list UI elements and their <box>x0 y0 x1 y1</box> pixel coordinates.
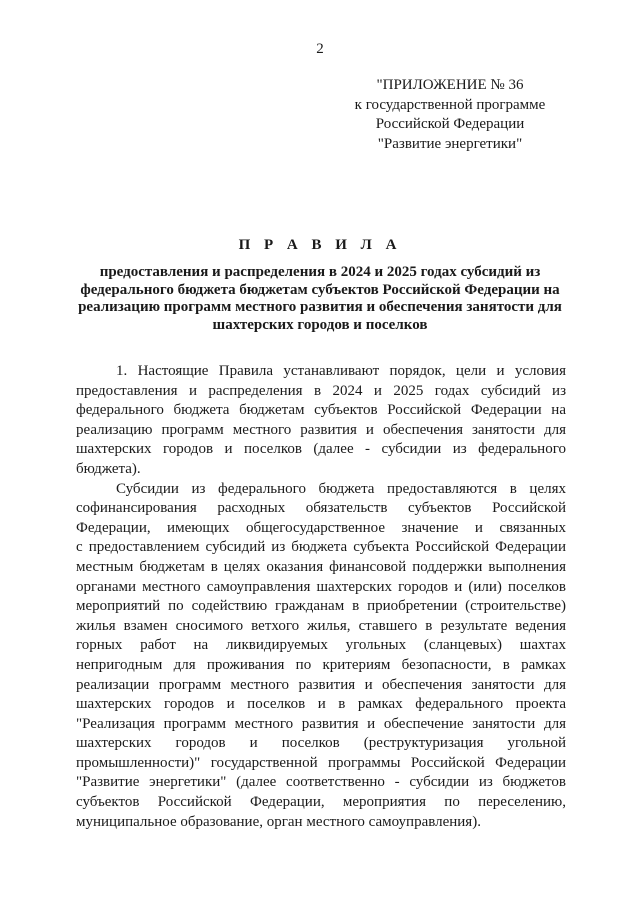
subtitle-line: шахтерских городов и поселков <box>212 316 428 333</box>
text-line: шахтерских городов и поселков (далее - субсидии из федерального <box>76 441 566 458</box>
text-line: 1. Настоящие Правила устанавливают порядок, цели и условия <box>116 363 566 379</box>
document-title: П Р А В И Л А <box>238 237 402 253</box>
text-line: шахтерских городов и поселков (реструктуризация угольной <box>76 735 566 752</box>
text-line: жилья взамен сносимого ветхого жилья, ставшего в результате ведения <box>76 617 566 634</box>
text-line: бюджета). <box>76 460 141 477</box>
text-line: шахтерских городов и поселков и в рамках федерального проекта <box>76 696 566 713</box>
subtitle-line: реализацию программ местного развития и обеспечения занятости для <box>78 299 562 316</box>
text-line: "Реализация программ местного развития и обеспечение занятости для <box>76 715 566 732</box>
body-text <box>76 362 566 832</box>
document-subtitle <box>70 264 570 334</box>
subtitle-line: предоставления и распределения в 2024 и 2025 годах субсидий из <box>99 264 541 280</box>
annex-line: к государственной программе <box>354 96 546 113</box>
text-line: промышленности)" государственной программы Российской Федерации <box>76 754 566 771</box>
annex-line: Российской Федерации <box>375 116 525 132</box>
text-line: Федерации, имеющих общегосударственное значение и связанных <box>76 519 566 536</box>
text-line: муниципальное образование, орган местного самоуправления). <box>76 813 481 830</box>
text-line: с предоставлением субсидий из бюджета субъекта Российской Федерации <box>76 539 566 556</box>
text-line: предоставления и распределения в 2024 и 2025 годах субсидий из <box>76 382 566 399</box>
text-line: горных работ на ликвидируемых угольных (сланцевых) шахтах <box>76 637 566 654</box>
annex-line: "ПРИЛОЖЕНИЕ № 36 <box>376 77 524 93</box>
text-line: Субсидии из федерального бюджета предоставляются в целях <box>116 480 566 497</box>
text-line: местным бюджетам в целях оказания финансовой поддержки выполнения <box>76 558 566 575</box>
paragraph-1 <box>76 362 566 480</box>
annex-line: "Развитие энергетики" <box>377 135 523 152</box>
text-line: мероприятий по содействию гражданам в приобретении (строительстве) <box>76 598 566 615</box>
paragraph-2 <box>76 480 566 833</box>
subtitle-line: федерального бюджета бюджетам субъектов Российской Федерации на <box>80 281 560 298</box>
text-line: реализацию программ местного развития и обеспечения занятости для <box>76 421 566 438</box>
text-line: органами местного самоуправления шахтерских городов и (или) поселков <box>76 578 566 595</box>
text-line: федерального бюджета бюджетам субъектов Российской Федерации на <box>76 402 566 419</box>
annex-header <box>330 76 570 154</box>
text-line: субъектов Российской Федерации, мероприятия по переселению, <box>76 794 566 811</box>
page-number: 2 <box>316 41 324 57</box>
text-line: софинансирования расходных обязательств субъектов Российской <box>76 500 566 517</box>
text-line: непригодным для проживания по критериям безопасности, в рамках <box>76 656 566 673</box>
text-line: реализации программ местного развития и обеспечения занятости для <box>76 676 566 693</box>
text-line: "Развитие энергетики" (далее соответственно - субсидии из бюджетов <box>76 774 566 791</box>
